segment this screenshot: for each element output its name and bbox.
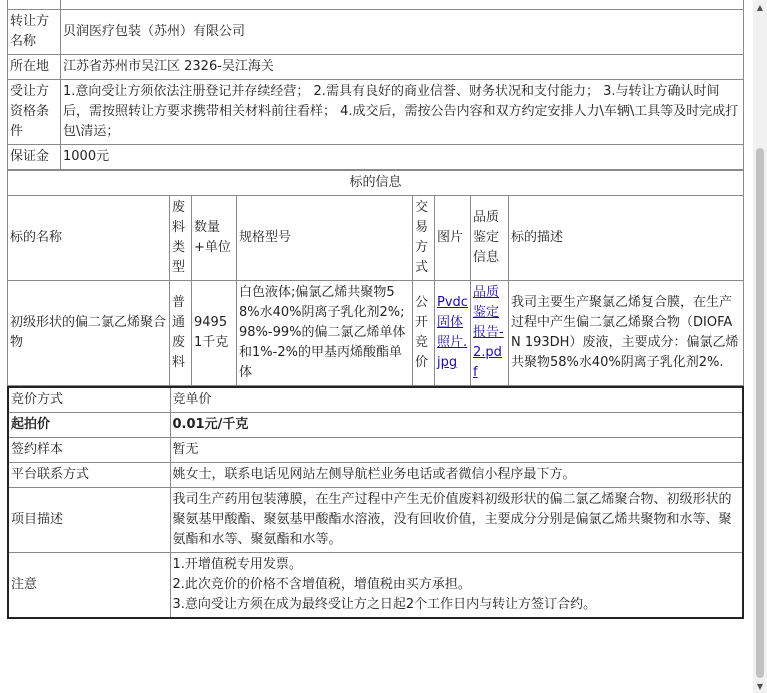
seller-name-label: 转让方名称 (8, 10, 61, 55)
deposit-value: 1000元 (61, 145, 744, 170)
table-row (8, 463, 743, 488)
item-trade-mode: 公开竞价 (413, 281, 435, 386)
notes-cell (170, 553, 743, 619)
table-row (8, 80, 744, 145)
table-row (8, 145, 744, 170)
location-value: 江苏省苏州市吴江区 2326-吴江海关 (61, 55, 744, 80)
item-waste-type: 普通废料 (170, 281, 192, 386)
item-qty: 94951千克 (192, 281, 237, 386)
table-row (8, 488, 743, 553)
scrollbar-thumb[interactable] (756, 148, 764, 678)
table-row (8, 10, 744, 55)
bid-method-label: 竞价方式 (8, 387, 170, 413)
platform-contact-value: 姚女士，联系电话见网站左侧导航栏业务电话或者微信小程序最下方。 (170, 463, 743, 488)
header-spec: 规格型号 (237, 196, 413, 281)
scroll-up-arrow-icon[interactable]: ▲ (756, 2, 764, 12)
header-quality: 品质鉴定信息 (471, 196, 509, 281)
start-price-value: 0.01元/千克 (170, 413, 743, 438)
note-item: 1.开增值税专用发票。 (172, 557, 302, 572)
bid-method-value: 竞单价 (170, 387, 743, 413)
item-desc: 我司主要生产聚氯乙烯复合膜，在生产过程中产生偏二氯乙烯聚合物（DIOFAN 193DH）废液，主要成分：偏氯乙烯共聚物58%水40%阴离子乳化剂2%. (509, 281, 744, 386)
empty-cell (61, 0, 744, 10)
start-price-label: 起拍价 (8, 413, 170, 438)
header-image: 图片 (435, 196, 471, 281)
image-file-link[interactable]: Pvdc固体照片.jpg (437, 295, 468, 370)
deposit-label: 保证金 (8, 145, 61, 170)
table-row (8, 413, 743, 438)
listing-document (7, 0, 744, 619)
table-row (8, 0, 744, 10)
target-info-table (7, 170, 744, 386)
table-row (8, 281, 744, 386)
item-image-cell (435, 281, 471, 386)
location-label: 所在地 (8, 55, 61, 80)
table-header-row (8, 196, 744, 281)
contract-sample-value: 暂无 (170, 438, 743, 463)
item-quality-cell (471, 281, 509, 386)
contract-sample-label: 签约样本 (8, 438, 170, 463)
header-waste-type: 废料类型 (170, 196, 192, 281)
header-name: 标的名称 (8, 196, 170, 281)
notes-label: 注意 (8, 553, 170, 619)
table-row (8, 55, 744, 80)
bidding-info-table (7, 386, 744, 619)
seller-name-value: 贝润医疗包装（苏州）有限公司 (61, 10, 744, 55)
qualification-value: 1.意向受让方须依法注册登记并存续经营； 2.需具有良好的商业信誉、财务状况和支付能力； 3.与转让方确认时间后，需按照转让方要求携带相关材料前往看样； 4.成交后，需按公告内容和双方约定安排人力\车辆\工具等及时完成打包\清运； (61, 80, 744, 145)
note-item: 3.意向受让方须在成为最终受让方之日起2个工作日内与转让方签订合约。 (172, 597, 597, 612)
table-row (8, 387, 743, 413)
empty-cell (8, 0, 61, 10)
item-name: 初级形状的偏二氯乙烯聚合物 (8, 281, 170, 386)
platform-contact-label: 平台联系方式 (8, 463, 170, 488)
vertical-scrollbar[interactable] (753, 0, 767, 693)
note-item: 2.此次竞价的价格不含增值税，增值税由买方承担。 (172, 577, 471, 592)
header-qty: 数量+单位 (192, 196, 237, 281)
table-row (8, 171, 744, 196)
table-row (8, 438, 743, 463)
scroll-down-arrow-icon[interactable]: ▼ (756, 681, 764, 691)
project-desc-value: 我司生产药用包装薄膜，在生产过程中产生无价值废料初级形状的偏二氯乙烯聚合物、初级形状的聚氨基甲酸酯、聚氨基甲酸酯水溶液，没有回收价值，主要成分分别是偏氯乙烯共聚物和水等、聚氨酯和水等、聚氨酯和水等。 (170, 488, 743, 553)
header-desc: 标的描述 (509, 196, 744, 281)
quality-report-link[interactable]: 品质鉴定报告-2.pdf (473, 285, 504, 380)
target-section-title: 标的信息 (8, 171, 744, 196)
table-row (8, 553, 743, 619)
qualification-label: 受让方资格条件 (8, 80, 61, 145)
item-spec: 白色液体;偏氯乙烯共聚物58%水40%阴离子乳化剂2%;98%-99%的偏二氯乙烯单体和1%-2%的甲基丙烯酸酯单体 (237, 281, 413, 386)
seller-info-table (7, 0, 744, 170)
header-trade-mode: 交易方式 (413, 196, 435, 281)
project-desc-label: 项目描述 (8, 488, 170, 553)
